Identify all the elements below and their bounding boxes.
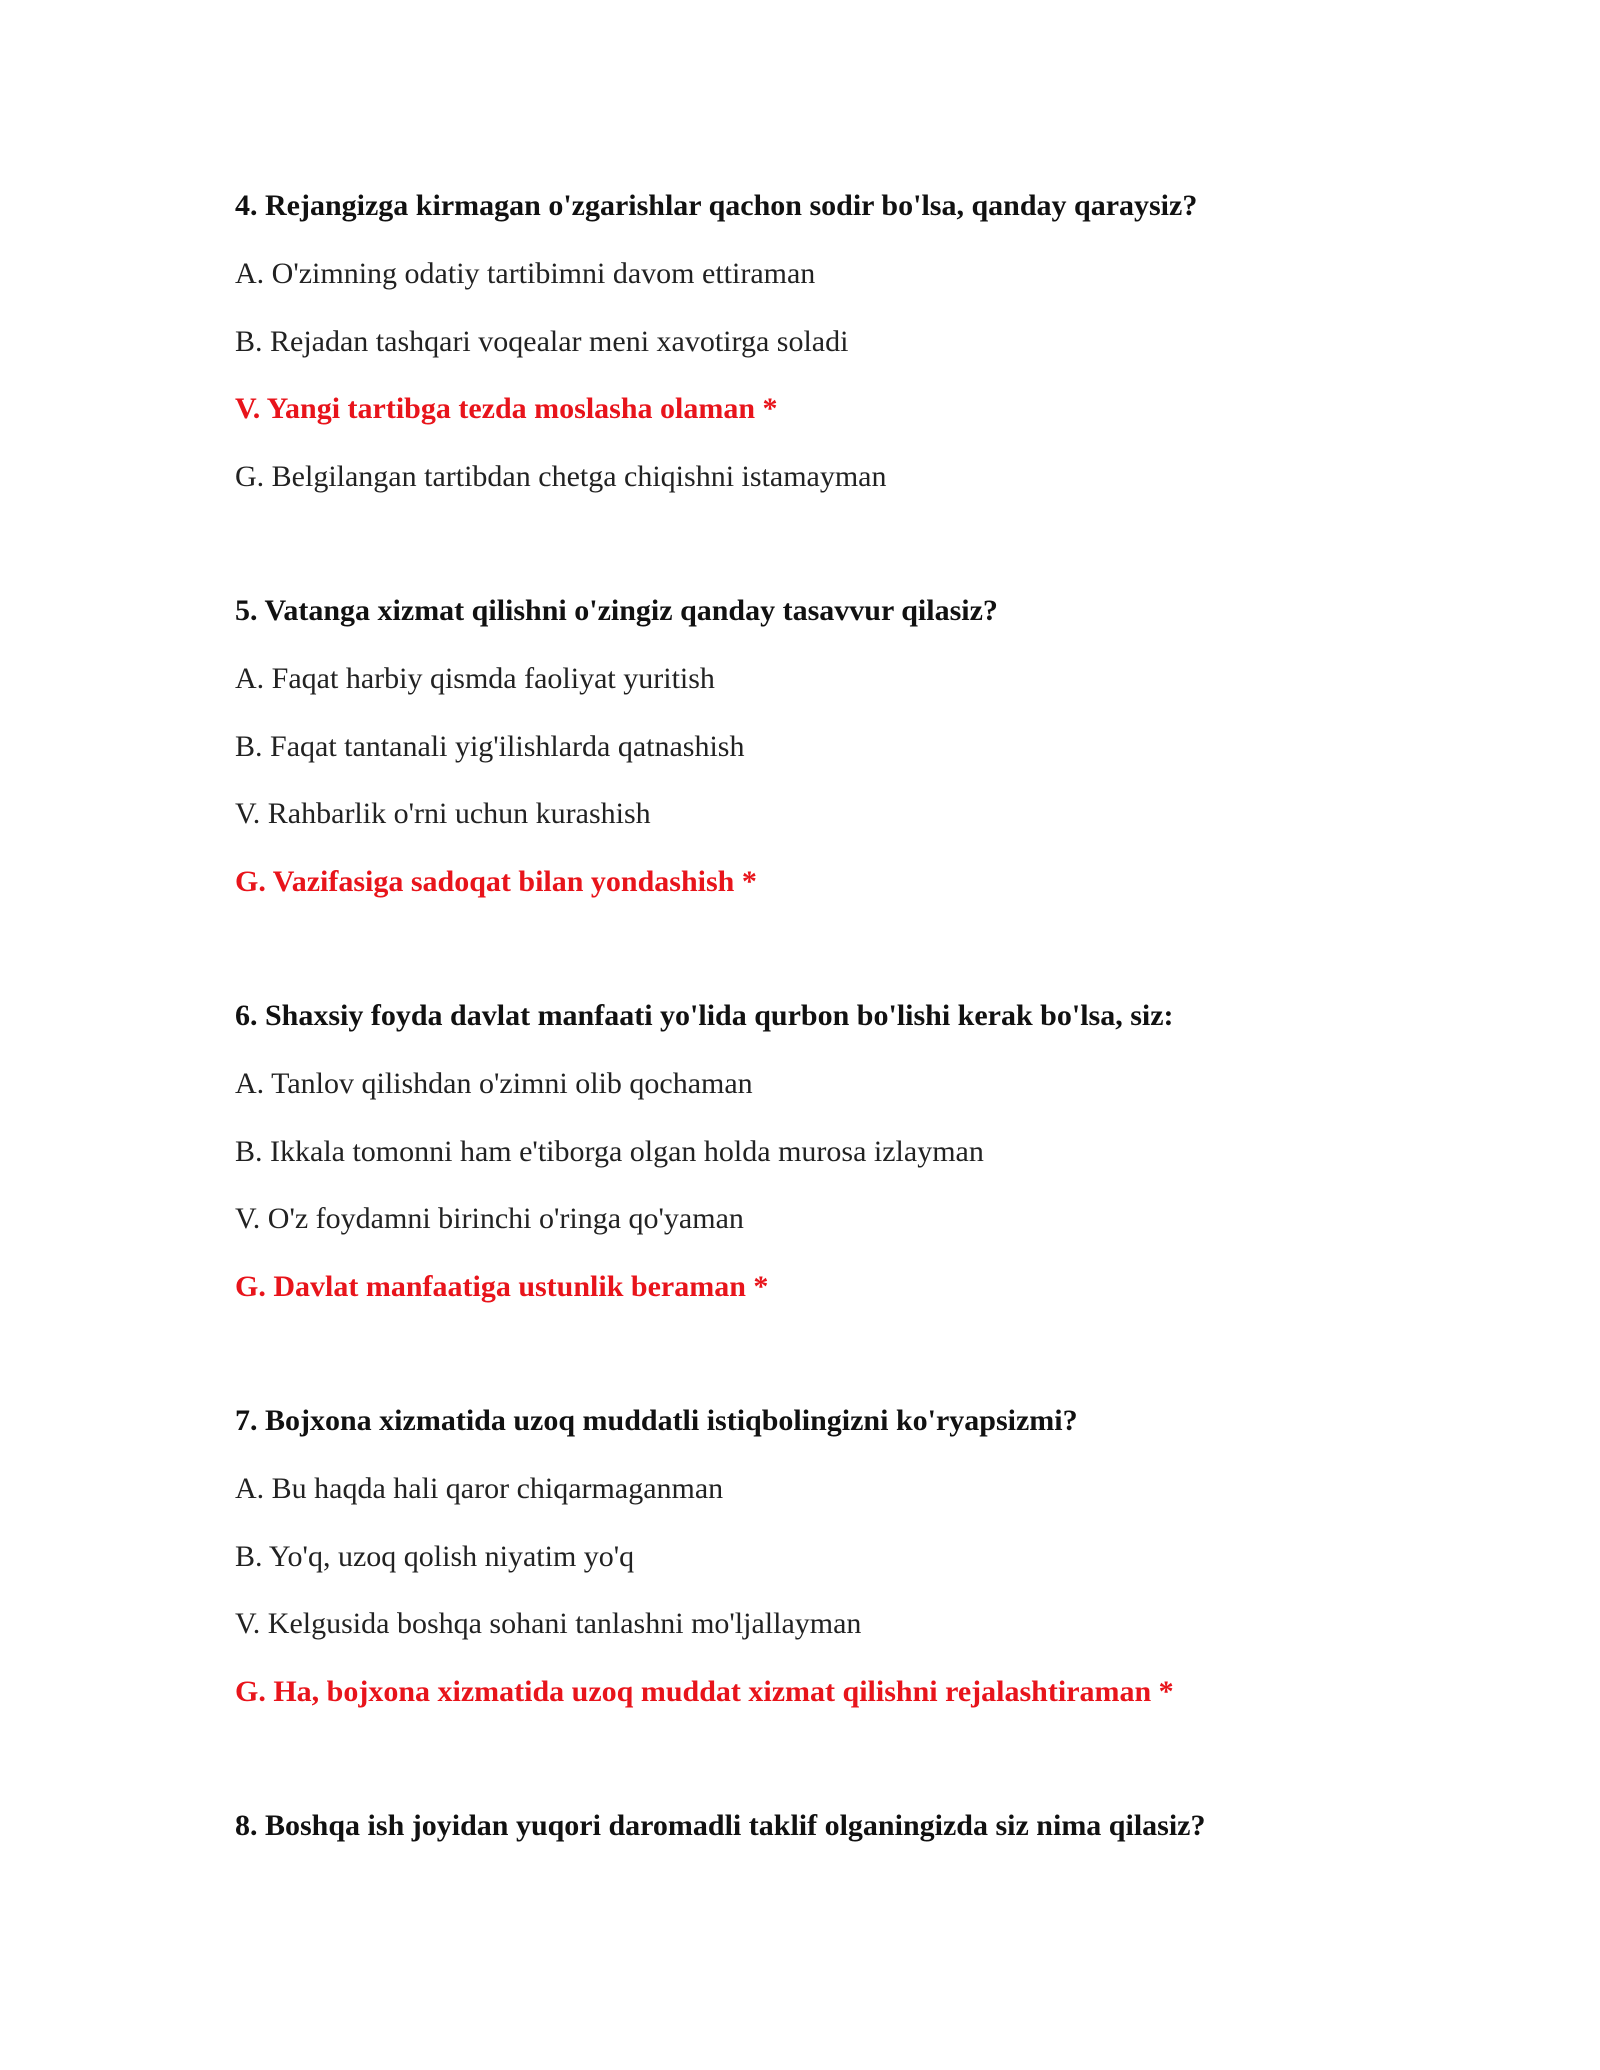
- answer-option: V. Rahbarlik o'rni uchun kurashish: [235, 797, 651, 830]
- answer-option: B. Ikkala tomonni ham e'tiborga olgan holda murosa izlayman: [235, 1135, 984, 1168]
- correct-answer-option: G. Ha, bojxona xizmatida uzoq muddat xizmat qilishni rejalashtiraman *: [235, 1675, 1174, 1708]
- answer-option: B. Yo'q, uzoq qolish niyatim yo'q: [235, 1540, 635, 1573]
- answer-option: A. Tanlov qilishdan o'zimni olib qochaman: [235, 1067, 753, 1100]
- question-3: 6. Shaxsiy foyda davlat manfaati yo'lida qurbon bo'lishi kerak bo'lsa, siz:: [235, 999, 1174, 1032]
- correct-answer-option: V. Yangi tartibga tezda moslasha olaman *: [235, 392, 778, 425]
- answer-option: A. O'zimning odatiy tartibimni davom ettiraman: [235, 257, 816, 290]
- answer-option: B. Rejadan tashqari voqealar meni xavotirga soladi: [235, 325, 849, 358]
- answer-option: A. Faqat harbiy qismda faoliyat yuritish: [235, 662, 715, 695]
- question-4: 7. Bojxona xizmatida uzoq muddatli istiqbolingizni ko'ryapsizmi?: [235, 1404, 1078, 1437]
- question-1: 4. Rejangizga kirmagan o'zgarishlar qachon sodir bo'lsa, qanday qaraysiz?: [235, 189, 1198, 222]
- answer-option: A. Bu haqda hali qaror chiqarmaganman: [235, 1472, 724, 1505]
- answer-option: V. O'z foydamni birinchi o'ringa qo'yaman: [235, 1202, 744, 1235]
- correct-answer-option: G. Vazifasiga sadoqat bilan yondashish *: [235, 865, 757, 898]
- answer-option: B. Faqat tantanali yig'ilishlarda qatnashish: [235, 730, 745, 763]
- question-2: 5. Vatanga xizmat qilishni o'zingiz qanday tasavvur qilasiz?: [235, 594, 998, 627]
- question-5: 8. Boshqa ish joyidan yuqori daromadli taklif olganingizda siz nima qilasiz?: [235, 1809, 1206, 1842]
- answer-option: G. Belgilangan tartibdan chetga chiqishni istamayman: [235, 460, 887, 493]
- answer-option: V. Kelgusida boshqa sohani tanlashni mo'ljallayman: [235, 1607, 862, 1640]
- correct-answer-option: G. Davlat manfaatiga ustunlik beraman *: [235, 1270, 769, 1303]
